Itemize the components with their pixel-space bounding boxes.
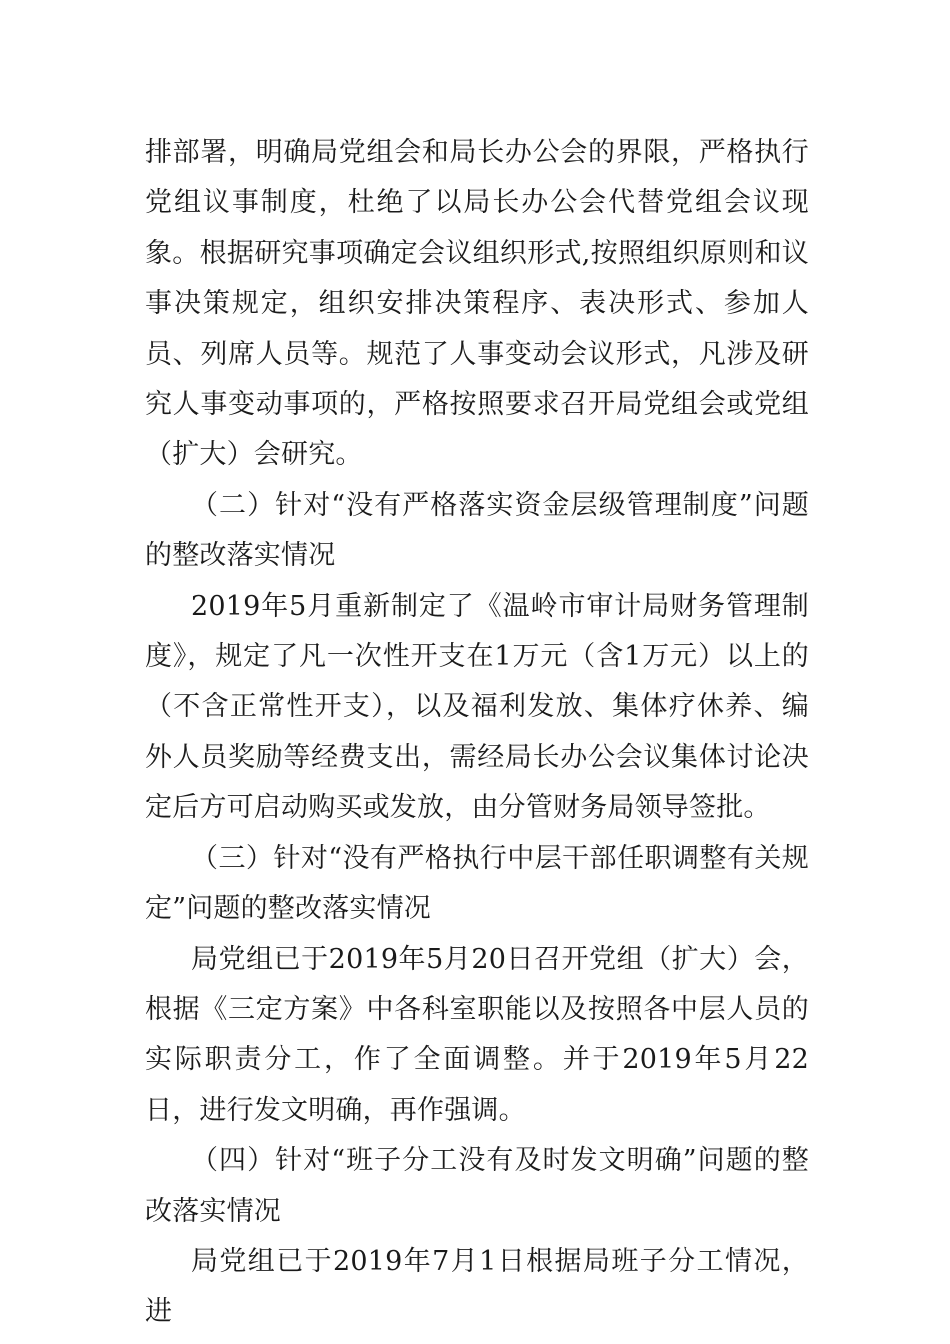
section-heading-4: （四）针对“班子分工没有及时发文明确”问题的整改落实情况 xyxy=(145,1145,809,1227)
paragraph-body: 局党组已于2019年5月20日召开党组（扩大）会，根据《三定方案》中各科室职能以及按照各中层人员的实际职责分工，作了全面调整。并于2019年5月22日，进行发文明确，再作强调。 xyxy=(145,943,809,1126)
paragraph-body: 局党组已于2019年7月1日根据局班子分工情况，进 xyxy=(145,1245,809,1328)
section-heading-2: （二）针对“没有严格落实资金层级管理制度”问题的整改落实情况 xyxy=(145,489,809,572)
paragraph-body: 排部署，明确局党组会和局长办公会的界限，严格执行党组议事制度，杜绝了以局长办公会代替党组会议现象。根据研究事项确定会议组织形式,按照组织原则和议事决策规定，组织安排决策程序、表决形式、参加人员、列席人员等。规范了人事变动会议形式，凡涉及研究人事变动事项的，严格按照要求召开局党组会或党组（扩大）会研究。 xyxy=(145,137,809,471)
document-body xyxy=(145,128,809,1338)
paragraph-body: 2019年5月重新制定了《温岭市审计局财务管理制度》，规定了凡一次性开支在1万元（含1万元）以上的（不含正常性开支），以及福利发放、集体疗休养、编外人员奖励等经费支出，需经局长办公会议集体讨论决定后方可启动购买或发放，由分管财务局领导签批。 xyxy=(145,590,809,824)
section-heading-3: （三）针对“没有严格执行中层干部任职调整有关规定”问题的整改落实情况 xyxy=(145,842,809,925)
